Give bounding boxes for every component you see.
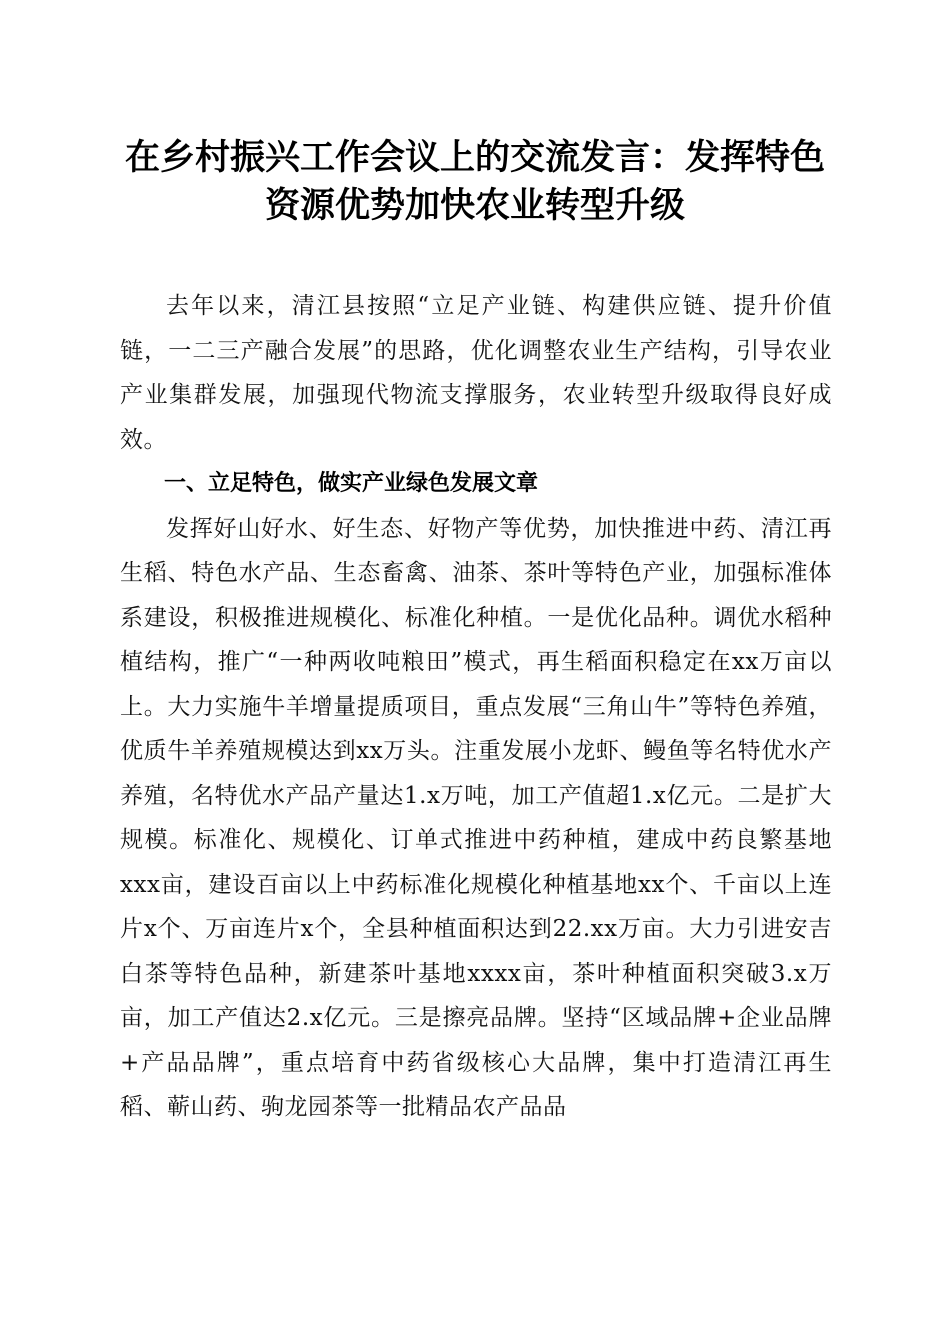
- title-line-2: 资源优势加快农业转型升级: [264, 185, 685, 226]
- document-title: [100, 134, 850, 230]
- section-1-paragraph: 发挥好山好水、好生态、好物产等优势，加快推进中药、清江再生稻、特色水产品、生态畜禽、油茶、茶叶等特色产业，加强标准体系建设，积极推进规模化、标准化种植。一是优化品种。调优水稻种植结构，推广“一种两收吨粮田”模式，再生稻面积稳定在xx万亩以上。大力实施牛羊增量提质项目，重点发展“三角山牛”等特色养殖，优质牛羊养殖规模达到xx万头。注重发展小龙虾、鳗鱼等名特优水产养殖，名特优水产品产量达1.x万吨，加工产值超1.x亿元。二是扩大规模。标准化、规模化、订单式推进中药种植，建成中药良繁基地xxx亩，建设百亩以上中药标准化规模化种植基地xx个、千亩以上连片x个、万亩连片x个，全县种植面积达到22.xx万亩。大力引进安吉白茶等特色品种，新建茶叶基地xxxx亩，茶叶种植面积突破3.x万亩，加工产值达2.x亿元。三是擦亮品牌。坚持“区域品牌+企业品牌+产品品牌”，重点培育中药省级核心大品牌，集中打造清江再生稻、蕲山药、驹龙园茶等一批精品农产品品: [120, 515, 832, 1120]
- document-body: [120, 284, 832, 1130]
- intro-paragraph: 去年以来，清江县按照“立足产业链、构建供应链、提升价值链，一二三产融合发展”的思路，优化调整农业生产结构，引导农业产业集群发展，加强现代物流支撑服务，农业转型升级取得良好成效。: [120, 293, 832, 453]
- title-line-1: 在乡村振兴工作会议上的交流发言：发挥特色: [124, 137, 825, 178]
- section-1-heading: 一、立足特色，做实产业绿色发展文章: [164, 471, 539, 496]
